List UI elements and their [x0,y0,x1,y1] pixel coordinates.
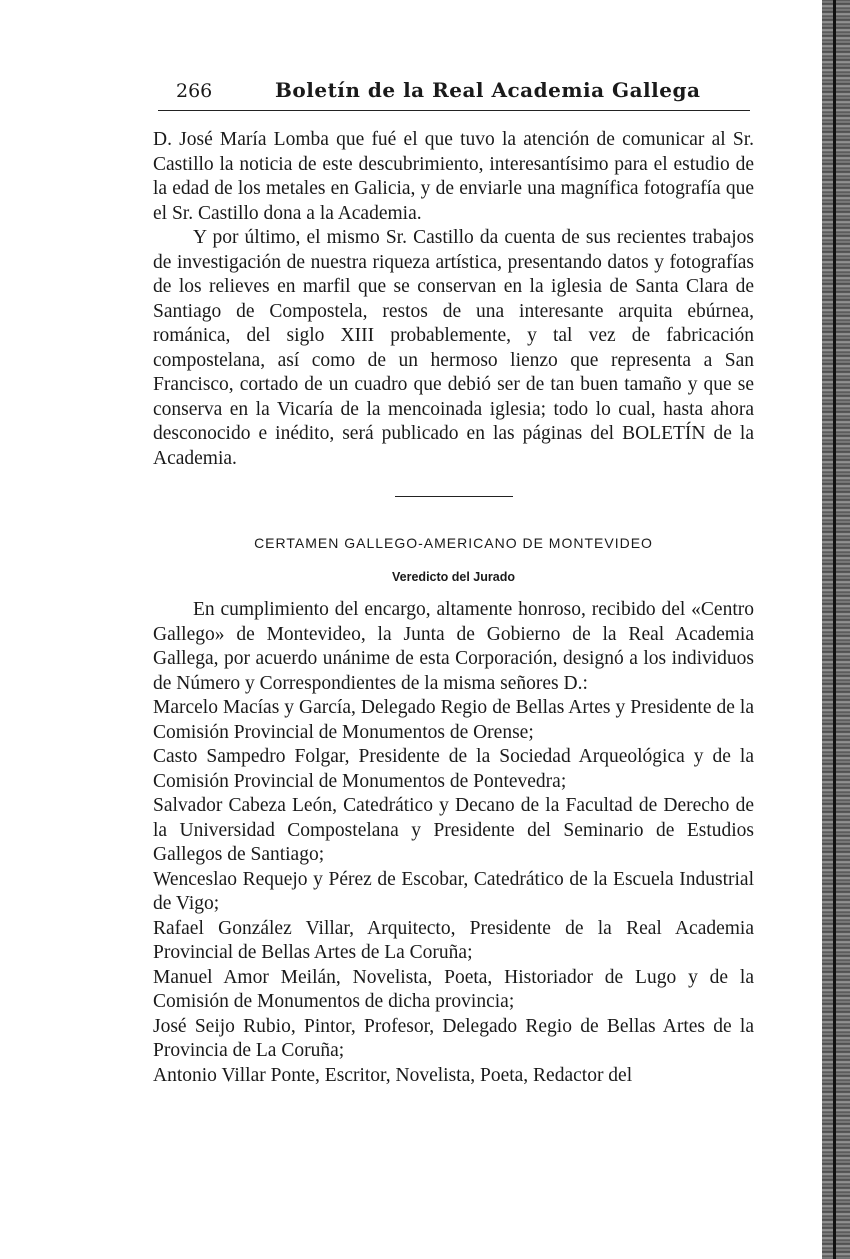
jury-member: Manuel Amor Meilán, Novelista, Poeta, Historiador de Lugo y de la Comisión de Monumentos de dicha provincia; [153,966,754,1012]
page-header [158,78,750,111]
jury-member: Casto Sampedro Folgar, Presidente de la Sociedad Arqueológica y de la Comisión Provincial de Monumentos de Pontevedra; [153,746,754,792]
paragraph: Y por último, el mismo Sr. Castillo da cuenta de sus recientes trabajos de investigación de nuestra riqueza artística, presentando datos y fotografías de los relieves en marfil que se conservan en la iglesia de Santa Clara de Santiago de Compostela, restos de una interesante arquita ebúrnea, románica, del siglo XIII probablemente, y tal vez de fabricación compostelana, así como de un hermoso lienzo que representa a San Francisco, cortado de un cuadro que debió ser de tan buen tamaño y que se conserva en la Vicaría de la mencoinada iglesia; todo lo cual, hasta ahora desconocido e inédito, será publicado en las páginas del BOLETÍN de la Academia. [153,227,754,469]
paragraph: D. José María Lomba que fué el que tuvo la atención de comunicar al Sr. Castillo la noticia de este descubrimiento, interesantísimo para el estudio de la edad de los metales en Galicia, y de enviarle una magnífica fotografía que el Sr. Castillo dona a la Academia. [153,129,754,224]
first-section-text [153,128,754,471]
jury-member: Salvador Cabeza León, Catedrático y Decano de la Facultad de Derecho de la Universidad Compostelana y Presidente del Seminario de Estudios Gallegos de Santiago; [153,795,754,865]
jury-member: Antonio Villar Ponte, Escritor, Novelista, Poeta, Redactor del [153,1064,633,1086]
page-number: 266 [176,80,213,102]
book-edge-line [833,0,836,1259]
section-divider [395,496,513,497]
running-title: Boletín de la Real Academia Gallega [275,78,701,102]
section-heading: CERTAMEN GALLEGO-AMERICANO DE MONTEVIDEO [254,535,653,551]
second-section-text [153,598,754,1088]
section-subheading: Veredicto del Jurado [392,570,515,584]
jury-member: Rafael González Villar, Arquitecto, Presidente de la Real Academia Provincial de Bellas Artes de La Coruña; [153,917,754,963]
book-edge-scan-artifact [822,0,850,1259]
intro-paragraph: En cumplimiento del encargo, altamente honroso, recibido del «Centro Gallego» de Montevideo, la Junta de Gobierno de la Real Academia Gallega, por acuerdo unánime de esta Corporación, designó a los individuos de Número y Correspondientes de la misma señores D.: [153,599,754,694]
jury-member: José Seijo Rubio, Pintor, Profesor, Delegado Regio de Bellas Artes de la Provincia de La Coruña; [153,1015,754,1061]
jury-member: Wenceslao Requejo y Pérez de Escobar, Catedrático de la Escuela Industrial de Vigo; [153,868,754,914]
jury-member: Marcelo Macías y García, Delegado Regio de Bellas Artes y Presidente de la Comisión Provincial de Monumentos de Orense; [153,697,754,743]
